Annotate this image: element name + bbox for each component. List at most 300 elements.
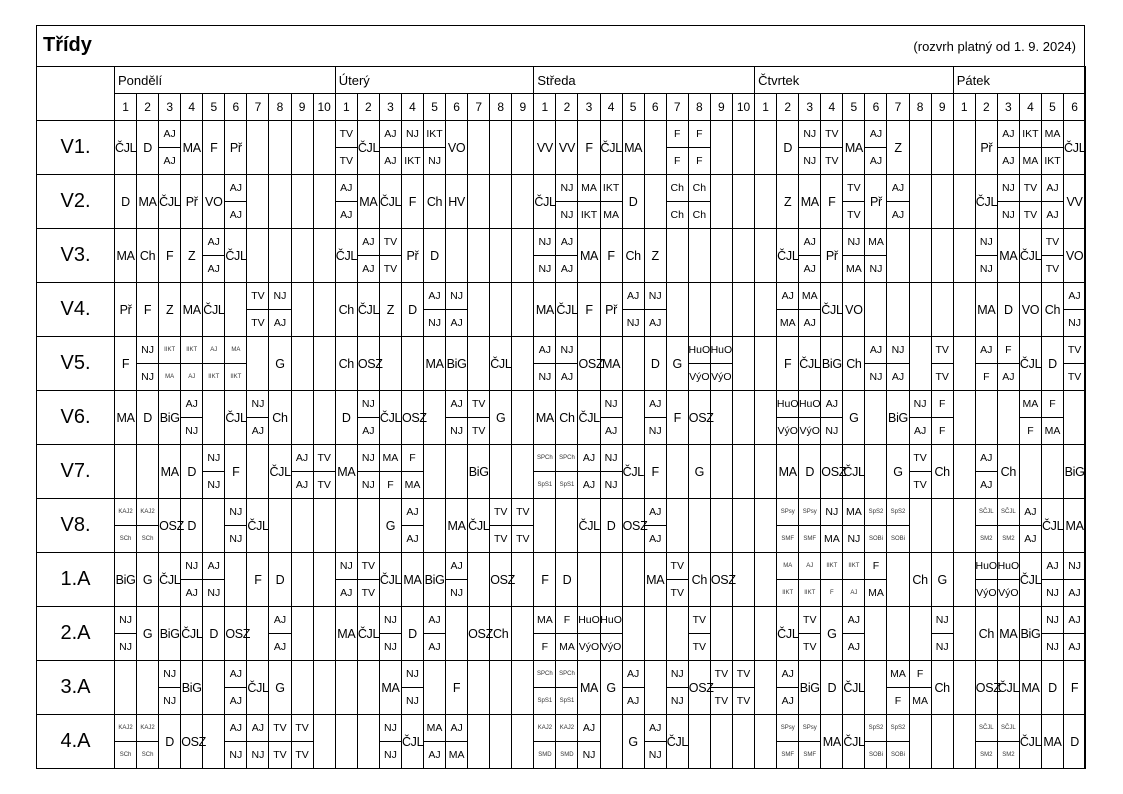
lesson-cell <box>1019 499 1041 553</box>
lesson-cell <box>953 283 975 337</box>
lesson-group: MA <box>783 563 793 569</box>
period-number: 6 <box>225 94 247 121</box>
lesson-cell <box>159 121 181 175</box>
lesson-cell <box>291 391 313 445</box>
lesson-cell <box>821 499 843 553</box>
lesson-cell <box>931 229 953 283</box>
lesson-cell <box>269 121 291 175</box>
lesson-cell <box>401 445 423 499</box>
lesson-group: AJ <box>340 182 353 194</box>
lesson-cell <box>269 661 291 715</box>
lesson-group: NJ <box>1042 633 1063 660</box>
lesson-cell <box>1041 337 1063 391</box>
lesson-group: MA <box>601 201 622 228</box>
lesson-cell <box>291 553 313 607</box>
lesson-subject: MA <box>535 410 554 425</box>
lesson-group: TV <box>736 668 751 680</box>
lesson-cell <box>799 715 821 769</box>
lesson-cell <box>401 283 423 337</box>
lesson-subject: F <box>1070 680 1079 695</box>
lesson-cell <box>777 175 799 229</box>
lesson-cell <box>578 499 600 553</box>
lesson-cell <box>622 607 644 661</box>
lesson-cell <box>446 391 468 445</box>
lesson-subject: MA <box>602 356 621 371</box>
lesson-cell <box>666 715 688 769</box>
lesson-group: NJ <box>380 633 401 660</box>
lesson-group: NJ <box>623 309 644 336</box>
lesson-cell <box>534 283 556 337</box>
lesson-cell <box>622 121 644 175</box>
lesson-cell <box>821 175 843 229</box>
lesson-cell <box>1041 445 1063 499</box>
lesson-group: AJ <box>362 236 375 248</box>
lesson-group: AJ <box>380 147 401 174</box>
lesson-group: AJ <box>1024 506 1037 518</box>
lesson-group: TV <box>670 560 684 572</box>
lesson-group: NJ <box>847 236 861 248</box>
lesson-cell <box>710 229 732 283</box>
lesson-cell <box>755 553 777 607</box>
day-header: Čtvrtek <box>755 67 954 94</box>
lesson-group: IIKT <box>826 563 838 569</box>
lesson-cell <box>534 499 556 553</box>
lesson-group: AJ <box>843 633 864 660</box>
lesson-cell <box>578 661 600 715</box>
class-row <box>37 661 1086 715</box>
lesson-cell <box>600 499 622 553</box>
page-title: Třídy <box>43 34 92 56</box>
lesson-cell <box>313 553 335 607</box>
lesson-group: MA <box>777 309 798 336</box>
lesson-cell <box>777 337 799 391</box>
lesson-cell <box>313 337 335 391</box>
lesson-cell <box>777 661 799 715</box>
lesson-subject: D <box>783 140 793 155</box>
lesson-subject: G <box>937 572 947 587</box>
lesson-subject: MA <box>999 626 1018 641</box>
lesson-cell <box>468 283 490 337</box>
lesson-cell <box>843 283 865 337</box>
class-name: V4. <box>37 283 115 337</box>
lesson-group: TV <box>689 633 710 660</box>
lesson-cell <box>1041 391 1063 445</box>
lesson-group: AJ <box>424 741 445 768</box>
lesson-group: SOBi <box>865 525 886 552</box>
lesson-cell <box>468 445 490 499</box>
lesson-cell <box>777 553 799 607</box>
lesson-cell <box>622 175 644 229</box>
lesson-group: NJ <box>803 128 817 140</box>
lesson-subject: MA <box>778 464 797 479</box>
lesson-cell <box>732 391 754 445</box>
lesson-cell <box>710 607 732 661</box>
lesson-subject: OSZ <box>688 680 714 695</box>
lesson-cell <box>997 607 1019 661</box>
lesson-cell <box>181 283 203 337</box>
lesson-subject: G <box>672 356 682 371</box>
lesson-cell <box>556 175 578 229</box>
lesson-subject: Ch <box>846 356 862 371</box>
lesson-cell <box>225 715 247 769</box>
lesson-group: AJ <box>806 563 814 569</box>
lesson-group: VýO <box>777 417 798 444</box>
lesson-subject: ČJL <box>490 356 512 371</box>
lesson-group: NJ <box>159 687 180 714</box>
lesson-group: AJ <box>269 309 290 336</box>
lesson-group: NJ <box>115 633 136 660</box>
lesson-subject: ČJL <box>1019 356 1042 371</box>
lesson-cell <box>534 229 556 283</box>
lesson-cell <box>424 175 446 229</box>
lesson-cell <box>115 499 137 553</box>
lesson-subject: Př <box>229 140 242 155</box>
lesson-cell <box>1019 391 1041 445</box>
lesson-subject: ČJL <box>335 248 358 263</box>
period-number: 4 <box>181 94 203 121</box>
lesson-group: NJ <box>913 398 927 410</box>
lesson-cell <box>335 283 357 337</box>
lesson-cell <box>1019 715 1041 769</box>
lesson-cell <box>887 283 909 337</box>
lesson-cell <box>490 337 512 391</box>
lesson-cell <box>799 661 821 715</box>
lesson-group: F <box>674 128 681 140</box>
lesson-cell <box>490 661 512 715</box>
lesson-cell <box>159 175 181 229</box>
lesson-cell <box>181 337 203 391</box>
lesson-cell <box>556 607 578 661</box>
lesson-subject: Ch <box>559 410 575 425</box>
lesson-group: VýO <box>689 363 710 390</box>
period-number: 8 <box>269 94 291 121</box>
lesson-cell <box>953 121 975 175</box>
lesson-subject: ČJL <box>1019 572 1042 587</box>
lesson-cell <box>335 499 357 553</box>
lesson-group: TV <box>913 452 927 464</box>
lesson-group: F <box>534 633 555 660</box>
lesson-group: HuO <box>997 560 1020 572</box>
lesson-subject: HV <box>448 194 465 209</box>
class-name: V7. <box>37 445 115 499</box>
lesson-group: Ch <box>689 201 710 228</box>
class-name: 4.A <box>37 715 115 769</box>
lesson-cell <box>159 445 181 499</box>
lesson-group: MA <box>231 347 241 353</box>
lesson-cell <box>357 553 379 607</box>
lesson-cell <box>688 553 710 607</box>
lesson-cell <box>269 499 291 553</box>
lesson-cell <box>1019 445 1041 499</box>
lesson-subject: G <box>142 572 153 587</box>
lesson-cell <box>247 391 269 445</box>
lesson-cell <box>865 661 887 715</box>
lesson-cell <box>666 499 688 553</box>
period-number: 3 <box>379 94 401 121</box>
lesson-group: NJ <box>825 506 839 518</box>
lesson-group: TV <box>1023 182 1038 194</box>
lesson-group: F <box>696 128 703 140</box>
lesson-cell <box>291 229 313 283</box>
lesson-group: TV <box>1042 255 1063 282</box>
lesson-cell <box>843 499 865 553</box>
lesson-cell <box>975 283 997 337</box>
lesson-subject: D <box>143 410 152 425</box>
lesson-cell <box>269 175 291 229</box>
lesson-cell <box>732 661 754 715</box>
lesson-cell <box>556 337 578 391</box>
lesson-cell <box>755 229 777 283</box>
lesson-cell <box>909 607 931 661</box>
lesson-group: NJ <box>361 398 375 410</box>
lesson-cell <box>622 661 644 715</box>
lesson-cell <box>755 607 777 661</box>
lesson-cell <box>909 391 931 445</box>
lesson-subject: Ch <box>338 302 354 317</box>
lesson-group: SČJL <box>978 725 994 731</box>
lesson-cell <box>644 607 666 661</box>
lesson-subject: ČJL <box>556 302 578 317</box>
lesson-cell <box>622 229 644 283</box>
lesson-subject: MA <box>579 680 599 695</box>
lesson-group: NJ <box>446 579 467 606</box>
lesson-cell <box>357 499 379 553</box>
lesson-group: NJ <box>667 687 688 714</box>
lesson-subject: ČJL <box>225 248 247 263</box>
lesson-cell <box>688 715 710 769</box>
lesson-group: SMF <box>799 525 820 552</box>
period-number: 4 <box>600 94 622 121</box>
lesson-group: TV <box>714 668 729 680</box>
lesson-cell <box>666 553 688 607</box>
lesson-group: SČJL <box>1001 509 1016 515</box>
lesson-cell <box>490 283 512 337</box>
lesson-cell <box>622 553 644 607</box>
lesson-group: AJ <box>450 560 463 572</box>
lesson-cell <box>115 337 137 391</box>
lesson-subject: ČJL <box>159 572 181 587</box>
lesson-cell <box>909 229 931 283</box>
lesson-group: AJ <box>777 687 798 714</box>
lesson-group: NJ <box>932 633 953 660</box>
period-number: 9 <box>512 94 534 121</box>
lesson-subject: Ch <box>625 248 641 263</box>
lesson-group: SpS2 <box>868 725 884 731</box>
lesson-subject: OSZ <box>181 734 206 749</box>
class-row <box>37 499 1086 553</box>
lesson-cell <box>622 499 648 553</box>
lesson-subject: Ch <box>934 680 950 695</box>
lesson-cell <box>247 121 269 175</box>
lesson-subject: MA <box>337 464 356 479</box>
lesson-subject: D <box>1003 302 1013 317</box>
lesson-cell <box>313 715 335 769</box>
lesson-subject: Ch <box>426 194 443 209</box>
lesson-cell <box>357 445 379 499</box>
lesson-group: NJ <box>1064 309 1085 336</box>
lesson-cell <box>953 391 975 445</box>
lesson-subject: Z <box>784 194 792 209</box>
lesson-cell <box>975 445 997 499</box>
lesson-group: AJ <box>450 398 463 410</box>
lesson-cell <box>357 391 379 445</box>
lesson-group: AJ <box>627 290 640 302</box>
lesson-cell <box>644 283 666 337</box>
lesson-cell <box>446 661 468 715</box>
lesson-subject: OSZ <box>159 518 184 533</box>
lesson-group: AJ <box>645 525 666 552</box>
lesson-group: NJ <box>645 741 666 768</box>
lesson-group: SM2 <box>998 741 1019 768</box>
lesson-cell <box>1064 607 1086 661</box>
lesson-group: SpS1 <box>534 687 555 714</box>
lesson-group: AJ <box>428 614 441 626</box>
period-number: 2 <box>777 94 799 121</box>
lesson-subject: D <box>562 572 572 587</box>
lesson-group: TV <box>471 398 486 410</box>
lesson-subject: BiG <box>446 356 467 371</box>
lesson-subject: F <box>408 194 417 209</box>
lesson-group: IKT <box>426 128 443 140</box>
lesson-group: AJ <box>185 398 198 410</box>
lesson-cell <box>446 337 468 391</box>
lesson-cell <box>1064 661 1086 715</box>
timetable-sheet <box>36 25 1085 769</box>
lesson-cell <box>512 607 534 661</box>
period-number: 9 <box>291 94 313 121</box>
lesson-group: TV <box>336 147 357 174</box>
lesson-group: VýO <box>998 579 1019 606</box>
lesson-cell <box>225 391 247 445</box>
lesson-subject: MA <box>624 140 643 155</box>
class-row <box>37 121 1086 175</box>
lesson-group: AJ <box>781 290 794 302</box>
lesson-subject: D <box>827 680 837 695</box>
lesson-cell <box>1064 391 1086 445</box>
lesson-subject: OSZ <box>225 626 251 641</box>
lesson-cell <box>1064 175 1086 229</box>
lesson-subject: G <box>694 464 705 479</box>
lesson-cell <box>865 175 887 229</box>
lesson-cell <box>953 175 975 229</box>
lesson-group: NJ <box>450 290 464 302</box>
lesson-group: TV <box>821 147 842 174</box>
lesson-cell <box>732 337 754 391</box>
lesson-cell <box>1064 121 1086 175</box>
lesson-cell <box>556 121 578 175</box>
lesson-cell <box>975 121 997 175</box>
lesson-group: TV <box>847 182 861 194</box>
lesson-group: AJ <box>402 525 423 552</box>
lesson-cell <box>247 499 269 553</box>
lesson-cell <box>843 391 865 445</box>
period-number: 10 <box>732 94 754 121</box>
lesson-group: AJ <box>251 722 265 734</box>
lesson-subject: F <box>254 572 262 587</box>
lesson-cell <box>688 391 714 445</box>
lesson-cell <box>600 661 622 715</box>
lesson-cell <box>997 229 1019 283</box>
lesson-cell <box>732 445 754 499</box>
lesson-cell <box>247 337 269 391</box>
period-number: 8 <box>909 94 931 121</box>
lesson-group: TV <box>910 471 931 498</box>
lesson-group: IIKT <box>777 579 798 606</box>
lesson-group: NJ <box>604 398 618 410</box>
lesson-cell <box>755 175 777 229</box>
lesson-cell <box>357 175 379 229</box>
lesson-group: IKT <box>1022 128 1039 140</box>
lesson-cell <box>137 391 159 445</box>
lesson-group: TV <box>1045 236 1060 248</box>
lesson-group: SCh <box>137 525 158 552</box>
lesson-cell <box>1064 445 1086 499</box>
lesson-group: IIKT <box>799 579 820 606</box>
lesson-cell <box>997 283 1019 337</box>
lesson-group: NJ <box>998 201 1019 228</box>
lesson-cell <box>181 607 203 661</box>
lesson-cell <box>666 175 688 229</box>
lesson-subject: MA <box>977 302 996 317</box>
lesson-cell <box>313 175 335 229</box>
lesson-group: NJ <box>534 363 555 390</box>
lesson-cell <box>887 337 909 391</box>
lesson-subject: F <box>585 140 593 155</box>
lesson-group: AJ <box>582 722 596 734</box>
lesson-group: SpS2 <box>890 509 906 515</box>
lesson-cell <box>1019 607 1041 661</box>
period-number: 8 <box>490 94 512 121</box>
class-row <box>37 607 1086 661</box>
lesson-cell <box>424 445 446 499</box>
lesson-cell <box>1019 175 1041 229</box>
lesson-cell <box>931 337 953 391</box>
lesson-cell <box>777 229 799 283</box>
lesson-group: SM2 <box>976 525 997 552</box>
lesson-group: SCh <box>137 741 158 768</box>
lesson-group: NJ <box>891 344 905 356</box>
lesson-group: MA <box>1020 147 1041 174</box>
lesson-cell <box>755 283 777 337</box>
lesson-cell <box>666 391 688 445</box>
period-number: 2 <box>556 94 578 121</box>
lesson-cell <box>931 553 953 607</box>
lesson-cell <box>225 553 247 607</box>
lesson-group: SPCh <box>559 455 575 461</box>
period-number: 2 <box>975 94 997 121</box>
lesson-group: AJ <box>358 255 379 282</box>
lesson-subject: D <box>1048 680 1057 695</box>
lesson-subject: G <box>142 626 153 641</box>
lesson-subject: D <box>805 464 815 479</box>
lesson-cell <box>732 607 754 661</box>
lesson-cell <box>137 553 159 607</box>
lesson-cell <box>821 121 843 175</box>
lesson-group: NJ <box>556 201 577 228</box>
lesson-cell <box>269 337 291 391</box>
lesson-group: NJ <box>578 741 599 768</box>
lesson-group: AJ <box>1042 201 1063 228</box>
lesson-cell <box>556 553 578 607</box>
lesson-group: IIKT <box>225 363 246 390</box>
lesson-group: NJ <box>402 687 423 714</box>
lesson-group: NJ <box>361 452 375 464</box>
lesson-cell <box>115 283 137 337</box>
lesson-group: KAJ2 <box>140 509 155 515</box>
lesson-cell <box>710 283 732 337</box>
lesson-group: AJ <box>980 344 993 356</box>
lesson-group: NJ <box>383 614 397 626</box>
